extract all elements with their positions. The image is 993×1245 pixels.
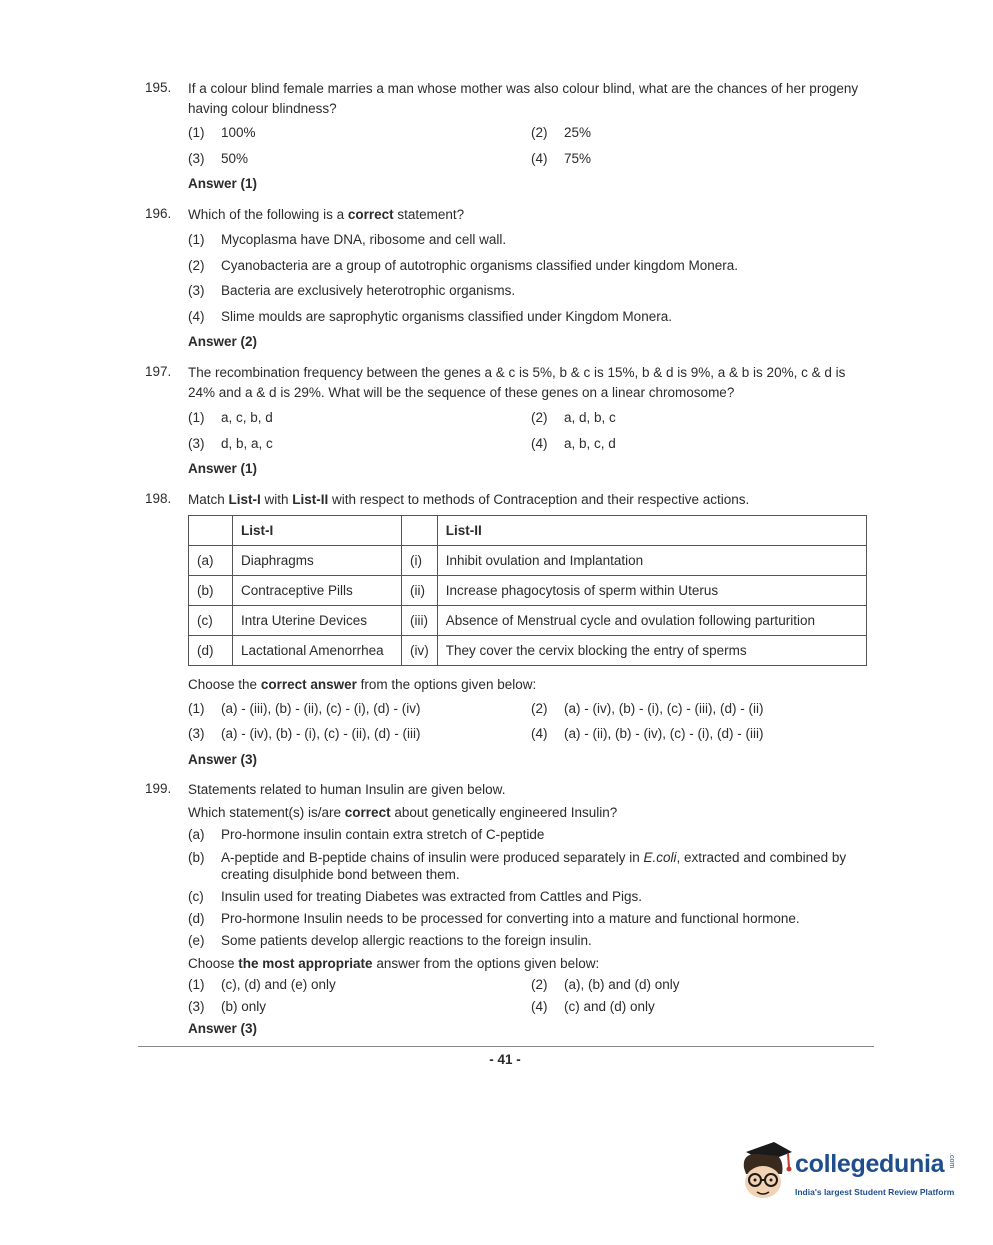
- table-row: (a) Diaphragms (i) Inhibit ovulation and Implantation: [189, 546, 867, 576]
- brand-tagline: India's largest Student Review Platform: [795, 1187, 955, 1197]
- option-4: (4) 75%: [531, 151, 592, 166]
- question-number: 196.: [145, 206, 172, 221]
- question-text: Which of the following is a correct statement?: [188, 207, 465, 222]
- option-1: (1) (c), (d) and (e) only: [188, 977, 336, 992]
- question-number: 197.: [145, 364, 172, 379]
- answer: Answer (1): [188, 461, 258, 476]
- option-3: (3) (b) only: [188, 999, 267, 1014]
- question-text: Which statement(s) is/are correct about genetically engineered Insulin?: [188, 805, 618, 820]
- option-4: (4) a, b, c, d: [531, 436, 616, 451]
- option-2: (2) 25%: [531, 125, 592, 140]
- option-2: (2) (a) - (iv), (b) - (i), (c) - (iii), (d) - (ii): [531, 701, 764, 716]
- answer: Answer (2): [188, 334, 258, 349]
- option-4: (4) (a) - (ii), (b) - (iv), (c) - (i), (d) - (iii): [531, 726, 764, 741]
- table-row: (b) Contraceptive Pills (ii) Increase phagocytosis of sperm within Uterus: [189, 576, 867, 606]
- answer: Answer (1): [188, 176, 258, 191]
- option-2: (2) Cyanobacteria are a group of autotrophic organisms classified under kingdom Monera.: [188, 258, 739, 273]
- brand-logo: [738, 1140, 963, 1210]
- table-row: (d) Lactational Amenorrhea (iv) They cover the cervix blocking the entry of sperms: [189, 636, 867, 666]
- option-1: (1) (a) - (iii), (b) - (ii), (c) - (i), (d) - (iv): [188, 701, 421, 716]
- table-header-row: List-I List-II: [189, 516, 867, 546]
- option-3: (3) d, b, a, c: [188, 436, 273, 451]
- option-1: (1) a, c, b, d: [188, 410, 273, 425]
- choose-instruction: Choose the correct answer from the options given below:: [188, 677, 537, 692]
- answer: Answer (3): [188, 752, 258, 767]
- table-row: (c) Intra Uterine Devices (iii) Absence of Menstrual cycle and ovulation following parturition: [189, 606, 867, 636]
- question-text: Match List-I with List-II with respect to methods of Contraception and their respective actions.: [188, 492, 750, 507]
- option-3: (3) (a) - (iv), (b) - (i), (c) - (ii), (d) - (iii): [188, 726, 421, 741]
- choose-instruction: Choose the most appropriate answer from the options given below:: [188, 956, 600, 971]
- answer: Answer (3): [188, 1021, 258, 1036]
- brand-suffix: .com: [948, 1153, 955, 1169]
- match-table: [188, 515, 867, 666]
- option-3: (3) Bacteria are exclusively heterotrophic organisms.: [188, 283, 516, 298]
- option-4: (4) Slime moulds are saprophytic organisms classified under Kingdom Monera.: [188, 309, 672, 324]
- question-text: The recombination frequency between the genes a & c is 5%, b & c is 15%, b & d is 9%, a & b is 20%, c & d is 24% and a & d is 29%. What will be the sequence of these genes on a linear chromosome?: [188, 365, 846, 400]
- question-number: 199.: [145, 781, 172, 796]
- question-number: 198.: [145, 491, 172, 506]
- question-number: 195.: [145, 80, 172, 95]
- option-4: (4) (c) and (d) only: [531, 999, 655, 1014]
- question-intro: Statements related to human Insulin are given below.: [188, 782, 506, 797]
- option-1: (1) Mycoplasma have DNA, ribosome and cell wall.: [188, 232, 507, 247]
- option-1: (1) 100%: [188, 125, 256, 140]
- option-2: (2) (a), (b) and (d) only: [531, 977, 680, 992]
- option-2: (2) a, d, b, c: [531, 410, 616, 425]
- page-number: - 41 -: [489, 1052, 521, 1067]
- mascot-icon: [738, 1140, 794, 1210]
- brand-name: collegedunia: [795, 1150, 945, 1178]
- footer-divider: [138, 1046, 874, 1047]
- option-3: (3) 50%: [188, 151, 249, 166]
- question-text: If a colour blind female marries a man whose mother was also colour blind, what are the chances of her progeny having colour blindness?: [188, 81, 859, 116]
